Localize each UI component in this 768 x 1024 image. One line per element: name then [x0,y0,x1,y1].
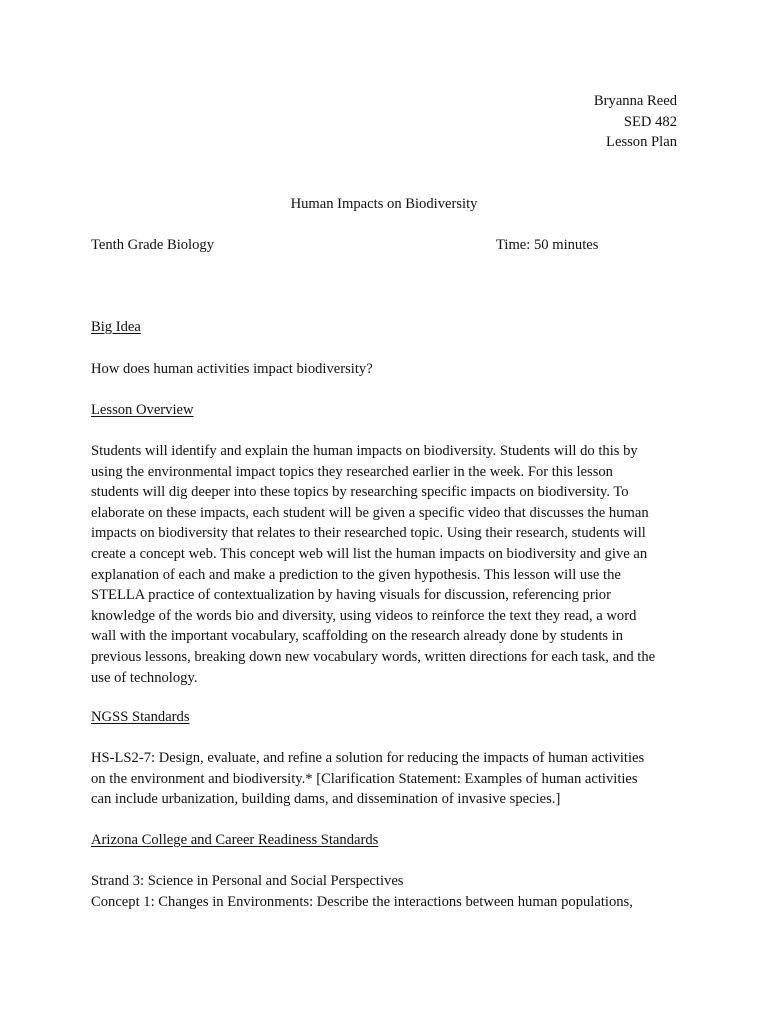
paragraph-line: previous lessons, breaking down new vocabulary words, written directions for each task, and the [91,648,656,665]
lesson-overview-heading: Lesson Overview [91,402,194,418]
ngss-heading: NGSS Standards [91,709,190,725]
arizona-standards-paragraph [91,871,681,912]
paragraph-line: wall with the important vocabulary, scaffolding on the research already done by students in [91,628,624,645]
arizona-standards-heading: Arizona College and Career Readiness Standards [91,832,379,848]
document-type: Lesson Plan [606,134,677,151]
paragraph-line: on the environment and biodiversity.* [Clarification Statement: Examples of human activities [91,770,638,787]
paragraph-line: Concept 1: Changes in Environments: Describe the interactions between human populations, [91,893,633,910]
paragraph-line: students will dig deeper into these topics by researching specific impacts on biodiversity. To [91,484,629,501]
paragraph-line: explanation of each and make a prediction to the given hypothesis. This lesson will use the [91,566,621,583]
paragraph-line: HS-LS2-7: Design, evaluate, and refine a solution for reducing the impacts of human activities [91,750,645,766]
big-idea-heading: Big Idea [91,319,141,335]
paragraph-line: elaborate on these impacts, each student will be given a specific video that discusses the human [91,504,649,521]
paragraph-line: using the environmental impact topics they researched earlier in the week. For this lesson [91,463,613,480]
paragraph-line: can include urbanization, building dams, and dissemination of invasive species.] [91,791,561,808]
grade-label: Tenth Grade Biology [91,237,214,253]
ngss-paragraph [91,748,681,810]
paragraph-line: use of technology. [91,669,198,686]
paragraph-line: knowledge of the words bio and diversity, using videos to reinforce the text they read, a word [91,607,637,624]
big-idea-text: How does human activities impact biodiversity? [91,361,373,377]
document-title: Human Impacts on Biodiversity [290,196,478,212]
paragraph-line: Strand 3: Science in Personal and Social Perspectives [91,873,404,889]
lesson-overview-paragraph [91,441,681,688]
author-name: Bryanna Reed [593,93,677,109]
paragraph-line: STELLA practice of contextualization by having visuals for discussion, referencing prior [91,587,611,604]
paragraph-line: Students will identify and explain the human impacts on biodiversity. Students will do this by [91,443,638,459]
time-label: Time: 50 minutes [496,237,599,253]
paragraph-line: impacts on biodiversity that relates to their researched topic. Using their research, students will [91,525,646,542]
course-code: SED 482 [623,113,677,130]
paragraph-line: create a concept web. This concept web will list the human impacts on biodiversity and give an [91,545,648,562]
header-block [594,91,677,153]
